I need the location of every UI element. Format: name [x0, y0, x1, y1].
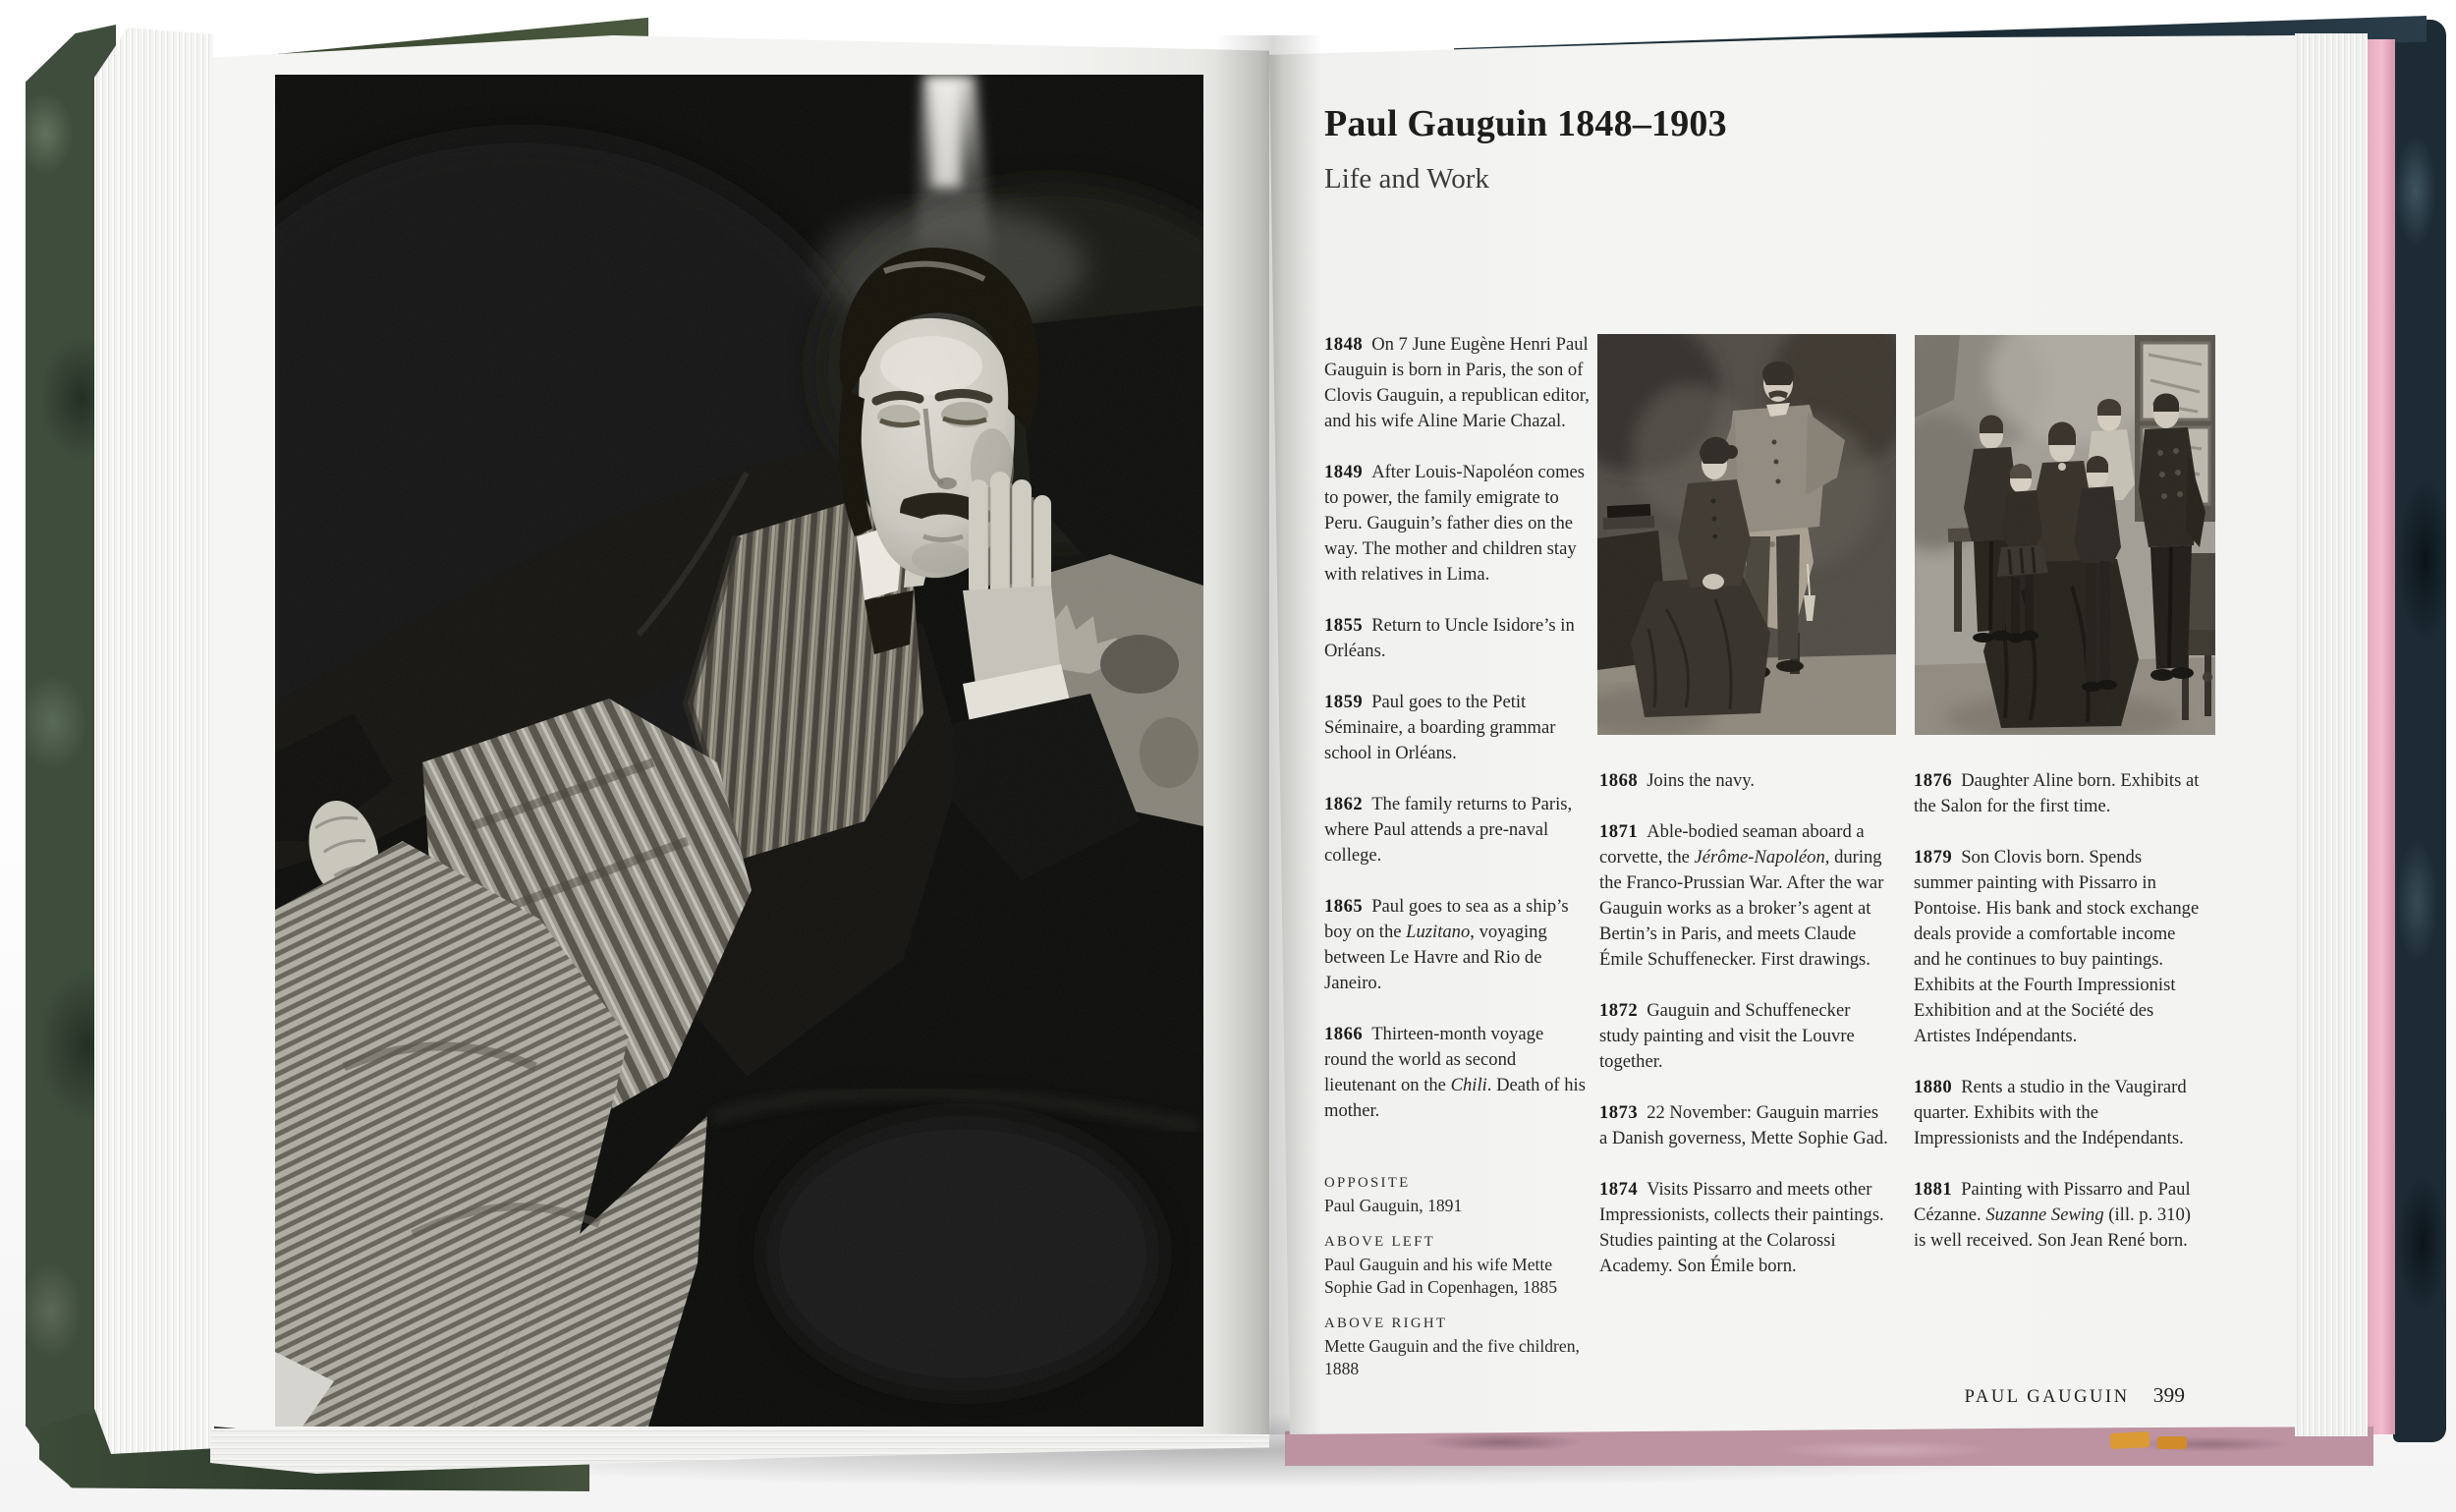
caption-text: Mette Gauguin and the five children, 1888 [1324, 1336, 1580, 1378]
caption-label: OPPOSITE [1324, 1175, 1411, 1191]
photo-captions [1324, 1175, 1601, 1397]
caption-text: Paul Gauguin, 1891 [1324, 1196, 1463, 1215]
timeline-entry-1871: 1871 Able-bodied seaman aboard a corvette, the Jérôme-Napoléon, during the Franco-Prussian War. After the war Gauguin works as a broker’s agent at Bertin’s in Paris, and meets Claude Émile Schuffenecker. First drawings. [1599, 821, 1884, 970]
timeline-year: 1879 [1914, 847, 1953, 868]
timeline-year: 1881 [1914, 1179, 1953, 1200]
timeline-year: 1848 [1324, 334, 1364, 355]
timeline-entry-1880: 1880 Rents a studio in the Vaugirard quarter. Exhibits with the Impressionists and the Indépendants. [1914, 1077, 2187, 1148]
gauguin-portrait-photo [275, 75, 1203, 1427]
caption-label: ABOVE RIGHT [1324, 1316, 1448, 1331]
timeline-column-3 [1914, 768, 2203, 1279]
gauguin-portrait-illustration [275, 75, 1203, 1427]
page-stack-right-edge [2295, 33, 2368, 1436]
page-stack-left-edge [94, 28, 214, 1454]
book-cover-right-edge [2393, 20, 2446, 1442]
page-title: Paul Gauguin 1848–1903 [1324, 103, 1727, 144]
timeline-entry-1855: 1855 Return to Uncle Isidore’s in Orléans. [1324, 615, 1575, 661]
timeline-entry-1862: 1862 The family returns to Paris, where Paul attends a pre-naval college. [1324, 794, 1573, 866]
page-number: 399 [2152, 1383, 2185, 1407]
timeline-year: 1880 [1914, 1077, 1953, 1097]
caption-above-left [1324, 1234, 1601, 1299]
timeline-year: 1865 [1324, 896, 1364, 917]
cover-paint-dab [2110, 1431, 2150, 1449]
timeline-entry-1848: 1848 On 7 June Eugène Henri Paul Gauguin is born in Paris, the son of Clovis Gauguin, a republican editor, and his wife Aline Marie Chazal. [1324, 334, 1590, 431]
cover-paint-dab [2157, 1436, 2187, 1449]
timeline-year: 1876 [1914, 770, 1953, 791]
timeline-column-2 [1599, 768, 1888, 1305]
timeline-year: 1849 [1324, 462, 1364, 482]
timeline-year: 1868 [1599, 770, 1639, 791]
timeline-year: 1855 [1324, 615, 1364, 636]
timeline-year: 1862 [1324, 794, 1364, 814]
caption-label: ABOVE LEFT [1324, 1234, 1436, 1250]
running-head: PAUL GAUGUIN [1964, 1387, 2130, 1407]
caption-opposite [1324, 1175, 1601, 1217]
timeline-entry-1873: 1873 22 November: Gauguin marries a Danish governess, Mette Sophie Gad. [1599, 1102, 1888, 1148]
timeline-entry-1881: 1881 Painting with Pissarro and Paul Cézanne. Suzanne Sewing (ill. p. 310) is well received. Son Jean René born. [1914, 1179, 2191, 1251]
timeline-column-1 [1324, 332, 1590, 1149]
timeline-year: 1874 [1599, 1179, 1639, 1200]
timeline-entry-1866: 1866 Thirteen-month voyage round the world as second lieutenant on the Chili. Death of his mother. [1324, 1024, 1586, 1121]
timeline-entry-1868: 1868 Joins the navy. [1599, 770, 1756, 791]
caption-above-right [1324, 1316, 1601, 1380]
running-footer [1792, 1383, 2185, 1408]
page-subtitle: Life and Work [1324, 163, 1489, 195]
family-photo-illustration [1915, 335, 2215, 735]
timeline-entry-1879: 1879 Son Clovis born. Spends summer painting with Pissarro in Pontoise. His bank and stock exchange deals provide a comfortable income and he continues to buy paintings. Exhibits at the Fourth Impressionist Exhibition and at the Société des Artistes Indépendants. [1914, 847, 2200, 1046]
timeline-entry-1874: 1874 Visits Pissarro and meets other Impressionists, collects their paintings. Studies painting at the Colarossi Academy. Son Émile born. [1599, 1179, 1884, 1276]
couple-photo-illustration [1597, 334, 1896, 735]
timeline-entry-1865: 1865 Paul goes to sea as a ship’s boy on the Luzitano, voyaging between Le Havre and Rio de Janeiro. [1324, 896, 1569, 993]
caption-text: Paul Gauguin and his wife Mette Sophie Gad in Copenhagen, 1885 [1324, 1255, 1557, 1297]
timeline-year: 1871 [1599, 821, 1639, 842]
gauguin-and-mette-photo [1597, 334, 1896, 735]
timeline-year: 1866 [1324, 1024, 1364, 1044]
timeline-year: 1872 [1599, 1000, 1639, 1021]
timeline-entry-1849: 1849 After Louis-Napoléon comes to power, the family emigrate to Peru. Gauguin’s father dies on the way. The mother and children stay with relatives in Lima. [1324, 462, 1586, 585]
timeline-entry-1872: 1872 Gauguin and Schuffenecker study painting and visit the Louvre together. [1599, 1000, 1855, 1072]
endpaper-pink-strip [2366, 39, 2395, 1434]
mette-and-children-photo [1915, 335, 2215, 735]
timeline-entry-1876: 1876 Daughter Aline born. Exhibits at the Salon for the first time. [1914, 770, 2200, 816]
timeline-year: 1859 [1324, 692, 1364, 712]
timeline-entry-1859: 1859 Paul goes to the Petit Séminaire, a boarding grammar school in Orléans. [1324, 692, 1556, 763]
timeline-year: 1873 [1599, 1102, 1639, 1123]
